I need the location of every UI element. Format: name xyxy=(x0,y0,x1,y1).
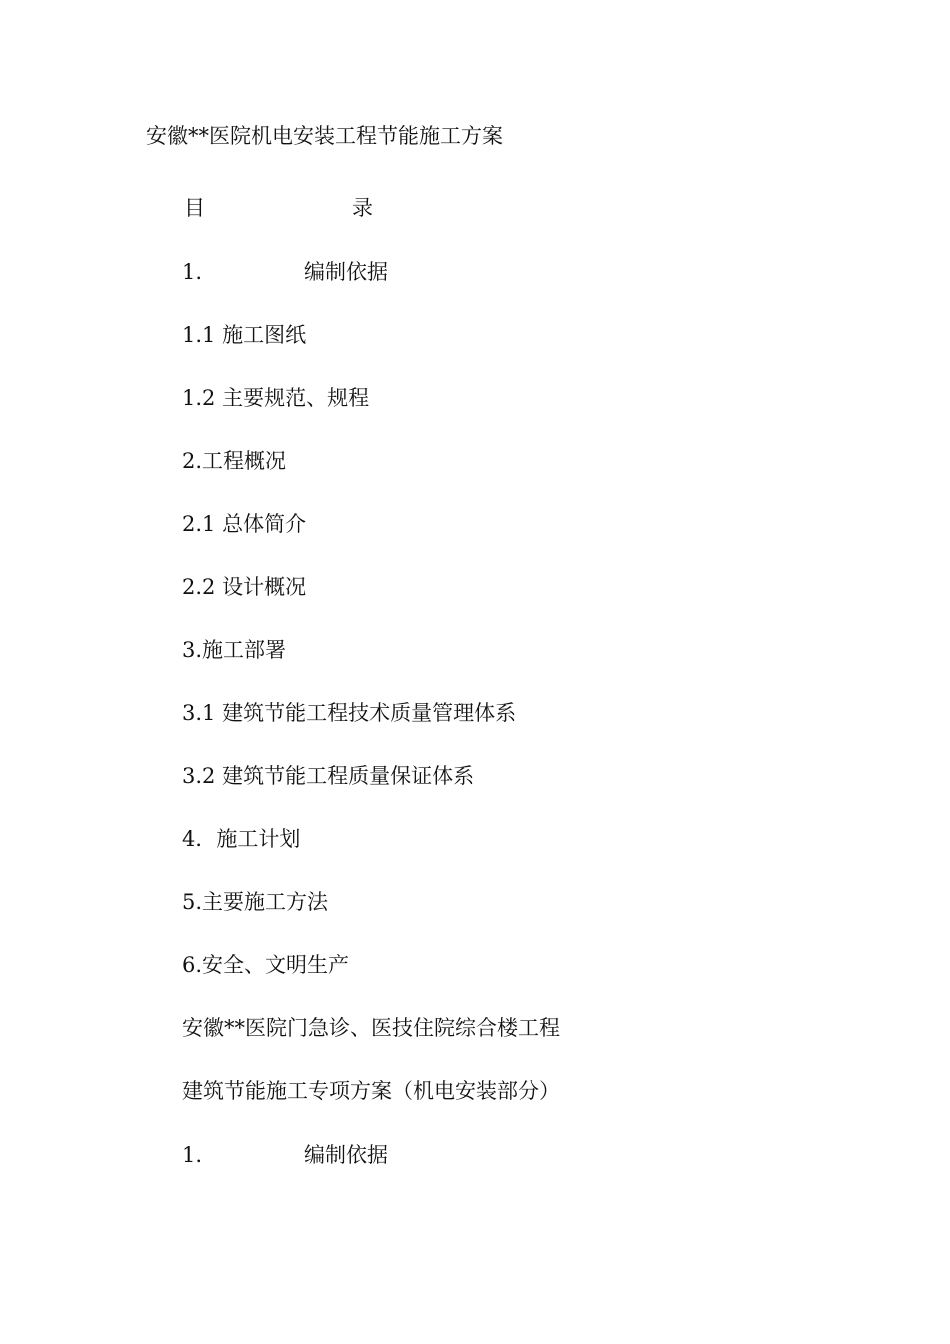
toc-item: 4．施工计划 xyxy=(182,827,301,851)
project-title-line1: 安徽**医院门急诊、医技住院综合楼工程 xyxy=(182,1016,560,1040)
toc-item xyxy=(182,258,388,286)
toc-item: 1.1 施工图纸 xyxy=(182,323,307,347)
toc-item-text: 编制依据 xyxy=(304,260,388,284)
toc-heading-right: 录 xyxy=(352,196,373,220)
project-title-line2: 建筑节能施工专项方案（机电安装部分） xyxy=(182,1079,560,1103)
toc-item: 2.工程概况 xyxy=(182,449,287,473)
toc-item-number: 1. xyxy=(182,260,203,284)
section-heading xyxy=(182,1141,388,1169)
section-title: 编制依据 xyxy=(304,1143,388,1167)
section-number: 1. xyxy=(182,1143,203,1167)
document-title: 安徽**医院机电安装工程节能施工方案 xyxy=(146,124,503,148)
toc-item: 5.主要施工方法 xyxy=(182,890,329,914)
toc-item: 1.2 主要规范、规程 xyxy=(182,386,370,410)
toc-item: 3.2 建筑节能工程质量保证体系 xyxy=(182,764,475,788)
toc-item: 2.2 设计概况 xyxy=(182,575,307,599)
toc-heading-left: 目 xyxy=(184,196,205,220)
toc-item: 6.安全、文明生产 xyxy=(182,953,350,977)
toc-item: 2.1 总体简介 xyxy=(182,512,307,536)
toc-item: 3.施工部署 xyxy=(182,638,287,662)
toc-item: 3.1 建筑节能工程技术质量管理体系 xyxy=(182,701,517,725)
